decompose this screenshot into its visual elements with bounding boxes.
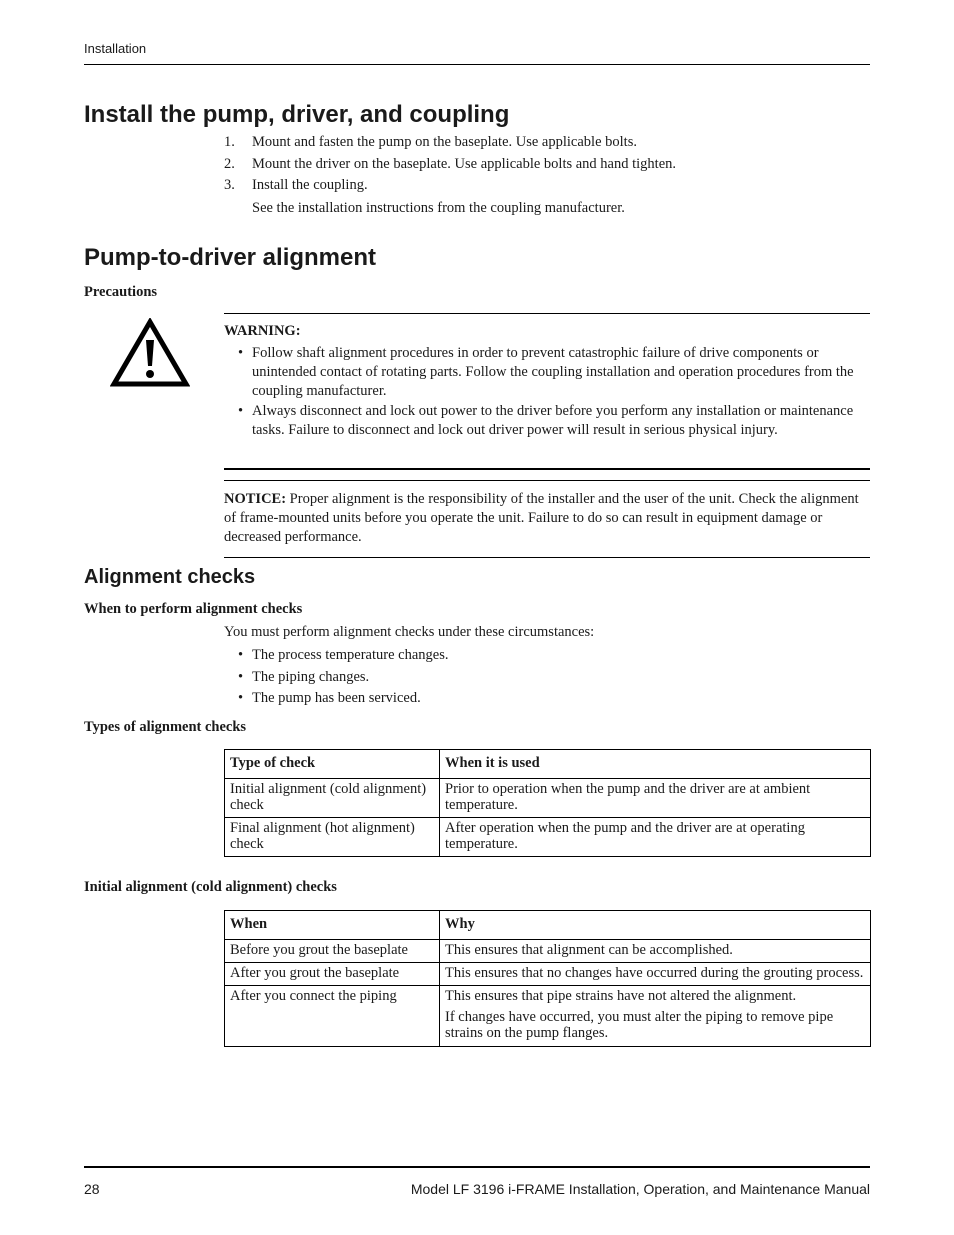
- warning-title: WARNING:: [224, 323, 301, 339]
- page-number: 28: [84, 1181, 100, 1197]
- warning-bullets: [224, 344, 870, 440]
- warning-bullet: • Follow shaft alignment procedures in order to prevent catastrophic failure of drive components or unintended contact of rotating parts. Follow the coupling installation and operation procedures from the coupling manufacturer.: [238, 345, 854, 399]
- warning-bottom-rule: [224, 468, 870, 470]
- table-cell: Before you grout the baseplate: [225, 940, 440, 963]
- warning-bullet: • Always disconnect and lock out power to the driver before you perform any installation or maintenance tasks. Failure to disconnect and lock out driver power will result in serious physical injury.: [238, 403, 854, 438]
- table-cell: After you connect the piping: [225, 986, 440, 1047]
- notice-bottom-rule: [224, 557, 870, 558]
- table-row: [225, 818, 871, 857]
- when-label: When to perform alignment checks: [84, 601, 303, 617]
- list-item: • The piping changes.: [238, 668, 370, 685]
- table-cell: This ensures that no changes have occurred during the grouting process.: [440, 963, 871, 986]
- install-step: 3. Install the coupling.: [224, 177, 368, 193]
- circumstances-intro: You must perform alignment checks under these circumstances:: [224, 624, 595, 640]
- notice-text: Proper alignment is the responsibility of the installer and the user of the unit. Check the alignment of frame-mounted units before you operate the unit. Failure to do so can result in equipment damage or decreased performance.: [224, 491, 859, 545]
- table-cell-extra: If changes have occurred, you must alter the piping to remove pipe strains on the pump flanges.: [445, 1009, 834, 1041]
- alignment-checks-heading: Alignment checks: [84, 566, 256, 588]
- table-header-row: [225, 750, 871, 779]
- types-label: Types of alignment checks: [84, 719, 247, 735]
- running-header: Installation: [84, 41, 147, 56]
- list-item: • The pump has been serviced.: [238, 690, 421, 706]
- table-row: [225, 986, 871, 1047]
- initial-table: [224, 910, 871, 1047]
- notice-block: [224, 490, 864, 547]
- initial-label: Initial alignment (cold alignment) checks: [84, 879, 337, 895]
- table-header-row: [225, 911, 871, 940]
- notice-top-rule: [224, 480, 870, 481]
- precautions-label: Precautions: [84, 284, 158, 300]
- table-cell: Initial alignment (cold alignment) check: [225, 779, 440, 818]
- table-header: When: [225, 911, 440, 940]
- table-header: Why: [440, 911, 871, 940]
- notice-label: NOTICE:: [224, 491, 287, 507]
- table-cell: Prior to operation when the pump and the driver are at ambient temperature.: [440, 779, 871, 818]
- install-steps: [224, 133, 870, 198]
- install-heading: Install the pump, driver, and coupling: [84, 101, 510, 128]
- footer-rule: [84, 1166, 870, 1168]
- table-cell: This ensures that pipe strains have not altered the alignment. If changes have occurred, you must alter the piping to remove pipe strains on the pump flanges.: [440, 986, 871, 1047]
- alignment-heading: Pump-to-driver alignment: [84, 244, 377, 271]
- header-rule: [84, 64, 870, 65]
- warning-triangle-icon: [110, 318, 190, 388]
- table-cell: After operation when the pump and the driver are at operating temperature.: [440, 818, 871, 857]
- install-step: 1. Mount and fasten the pump on the baseplate. Use applicable bolts.: [224, 134, 637, 150]
- table-header: Type of check: [225, 750, 440, 779]
- footer-title: Model LF 3196 i-FRAME Installation, Operation, and Maintenance Manual: [410, 1181, 870, 1197]
- table-cell: After you grout the baseplate: [225, 963, 440, 986]
- table-row: [225, 779, 871, 818]
- install-step: 2. Mount the driver on the baseplate. Use applicable bolts and hand tighten.: [224, 155, 677, 172]
- table-header: When it is used: [440, 750, 871, 779]
- install-step3-note: See the installation instructions from the coupling manufacturer.: [252, 200, 625, 216]
- list-item: • The process temperature changes.: [238, 647, 449, 663]
- types-table: [224, 749, 871, 857]
- table-row: [225, 963, 871, 986]
- warning-top-rule: [224, 313, 870, 314]
- table-cell: Final alignment (hot alignment) check: [225, 818, 440, 857]
- circumstances-list: [224, 646, 870, 711]
- table-row: [225, 940, 871, 963]
- warning-block: [224, 322, 870, 441]
- table-cell: This ensures that alignment can be accomplished.: [440, 940, 871, 963]
